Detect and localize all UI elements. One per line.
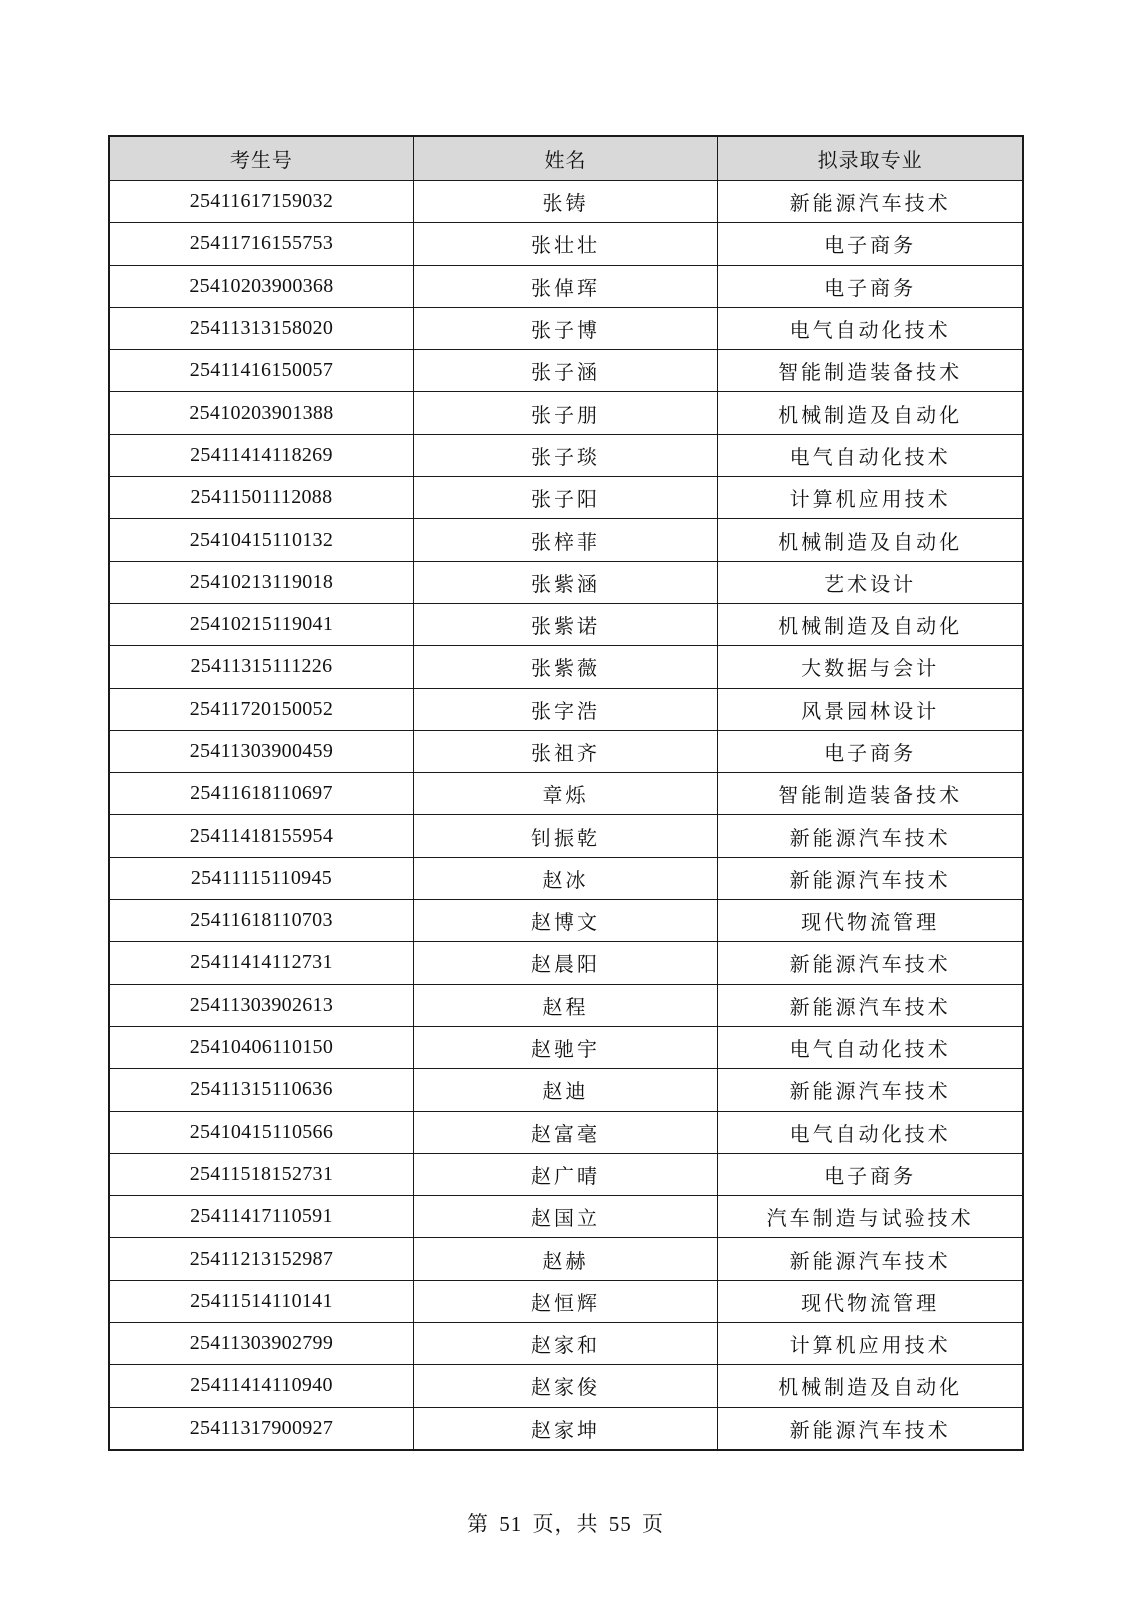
cell-major: 电气自动化技术 [718,434,1023,476]
cell-name: 张子阳 [413,477,717,519]
cell-major: 电气自动化技术 [718,1111,1023,1153]
cell-name: 张子琰 [413,434,717,476]
cell-exam-number: 25411414110940 [109,1365,413,1407]
cell-major: 新能源汽车技术 [718,1407,1023,1450]
page-footer [0,1508,1131,1538]
table-row [109,392,1023,434]
table-body [109,181,1023,1450]
cell-major: 计算机应用技术 [718,477,1023,519]
footer-middle: 页，共 [532,1512,599,1536]
cell-exam-number: 25411418155954 [109,815,413,857]
cell-name: 赵迪 [413,1069,717,1111]
table-row [109,730,1023,772]
cell-major: 新能源汽车技术 [718,942,1023,984]
cell-major: 艺术设计 [718,561,1023,603]
table-row [109,265,1023,307]
cell-major: 新能源汽车技术 [718,815,1023,857]
table-row [109,773,1023,815]
cell-exam-number: 25411414118269 [109,434,413,476]
cell-major: 机械制造及自动化 [718,603,1023,645]
cell-exam-number: 25410415110132 [109,519,413,561]
table-row [109,1365,1023,1407]
table-row [109,646,1023,688]
cell-exam-number: 25410213119018 [109,561,413,603]
cell-name: 赵国立 [413,1196,717,1238]
cell-name: 赵恒辉 [413,1280,717,1322]
cell-major: 智能制造装备技术 [718,773,1023,815]
cell-major: 机械制造及自动化 [718,1365,1023,1407]
cell-name: 赵富毫 [413,1111,717,1153]
table-row [109,1069,1023,1111]
cell-name: 张紫薇 [413,646,717,688]
header-major: 拟录取专业 [718,136,1023,181]
cell-major: 新能源汽车技术 [718,181,1023,223]
cell-exam-number: 25411417110591 [109,1196,413,1238]
table-header-row [109,136,1023,181]
cell-exam-number: 25411716155753 [109,223,413,265]
table-row [109,603,1023,645]
cell-name: 赵程 [413,984,717,1026]
cell-major: 机械制造及自动化 [718,392,1023,434]
cell-exam-number: 25410203900368 [109,265,413,307]
cell-name: 赵博文 [413,900,717,942]
table-row [109,477,1023,519]
cell-name: 赵家俊 [413,1365,717,1407]
cell-exam-number: 25411303902613 [109,984,413,1026]
cell-major: 电气自动化技术 [718,307,1023,349]
cell-name: 张字浩 [413,688,717,730]
table-row [109,1026,1023,1068]
cell-exam-number: 25411213152987 [109,1238,413,1280]
cell-name: 赵晨阳 [413,942,717,984]
cell-exam-number: 25411313158020 [109,307,413,349]
admission-table [108,135,1024,1451]
cell-name: 赵广晴 [413,1153,717,1195]
footer-suffix: 页 [642,1512,664,1536]
cell-major: 新能源汽车技术 [718,857,1023,899]
footer-total-pages: 55 [608,1512,632,1536]
cell-exam-number: 25411303900459 [109,730,413,772]
cell-name: 张子涵 [413,350,717,392]
table-row [109,350,1023,392]
cell-major: 电子商务 [718,223,1023,265]
footer-current-page: 51 [499,1512,523,1536]
cell-major: 智能制造装备技术 [718,350,1023,392]
header-exam-number: 考生号 [109,136,413,181]
cell-name: 张梓菲 [413,519,717,561]
cell-name: 张紫诺 [413,603,717,645]
cell-major: 大数据与会计 [718,646,1023,688]
table-row [109,1238,1023,1280]
cell-major: 汽车制造与试验技术 [718,1196,1023,1238]
cell-name: 张祖齐 [413,730,717,772]
cell-exam-number: 25410203901388 [109,392,413,434]
cell-name: 赵驰宇 [413,1026,717,1068]
cell-exam-number: 25411501112088 [109,477,413,519]
cell-name: 章烁 [413,773,717,815]
table-row [109,561,1023,603]
cell-major: 电子商务 [718,730,1023,772]
table-row [109,942,1023,984]
table-row [109,223,1023,265]
cell-major: 机械制造及自动化 [718,519,1023,561]
cell-name: 赵赫 [413,1238,717,1280]
table-row [109,434,1023,476]
cell-name: 张紫涵 [413,561,717,603]
cell-exam-number: 25411115110945 [109,857,413,899]
cell-exam-number: 25411518152731 [109,1153,413,1195]
cell-major: 电气自动化技术 [718,1026,1023,1068]
cell-exam-number: 25411317900927 [109,1407,413,1450]
table-row [109,984,1023,1026]
table-row [109,181,1023,223]
footer-prefix: 第 [467,1512,489,1536]
table-row [109,307,1023,349]
cell-name: 赵家坤 [413,1407,717,1450]
header-name: 姓名 [413,136,717,181]
table-row [109,1196,1023,1238]
cell-major: 风景园林设计 [718,688,1023,730]
cell-exam-number: 25411514110141 [109,1280,413,1322]
cell-name: 张铸 [413,181,717,223]
cell-major: 电子商务 [718,1153,1023,1195]
cell-major: 现代物流管理 [718,1280,1023,1322]
table-row [109,1280,1023,1322]
cell-exam-number: 25410406110150 [109,1026,413,1068]
cell-major: 新能源汽车技术 [718,984,1023,1026]
cell-name: 赵冰 [413,857,717,899]
cell-exam-number: 25411617159032 [109,181,413,223]
cell-name: 张壮壮 [413,223,717,265]
cell-exam-number: 25411720150052 [109,688,413,730]
cell-exam-number: 25411315111226 [109,646,413,688]
cell-major: 新能源汽车技术 [718,1069,1023,1111]
table-row [109,1323,1023,1365]
cell-exam-number: 25410215119041 [109,603,413,645]
table-row [109,815,1023,857]
cell-name: 钊振乾 [413,815,717,857]
cell-exam-number: 25411303902799 [109,1323,413,1365]
cell-exam-number: 25410415110566 [109,1111,413,1153]
table-row [109,688,1023,730]
table-row [109,857,1023,899]
cell-exam-number: 25411618110703 [109,900,413,942]
cell-name: 张子博 [413,307,717,349]
table-row [109,1153,1023,1195]
table-row [109,519,1023,561]
table-row [109,1111,1023,1153]
cell-major: 新能源汽车技术 [718,1238,1023,1280]
cell-exam-number: 25411315110636 [109,1069,413,1111]
cell-major: 电子商务 [718,265,1023,307]
cell-exam-number: 25411618110697 [109,773,413,815]
cell-name: 张子朋 [413,392,717,434]
cell-exam-number: 25411414112731 [109,942,413,984]
table-row [109,1407,1023,1450]
cell-major: 现代物流管理 [718,900,1023,942]
cell-name: 赵家和 [413,1323,717,1365]
cell-major: 计算机应用技术 [718,1323,1023,1365]
cell-name: 张倬珲 [413,265,717,307]
table-row [109,900,1023,942]
cell-exam-number: 25411416150057 [109,350,413,392]
